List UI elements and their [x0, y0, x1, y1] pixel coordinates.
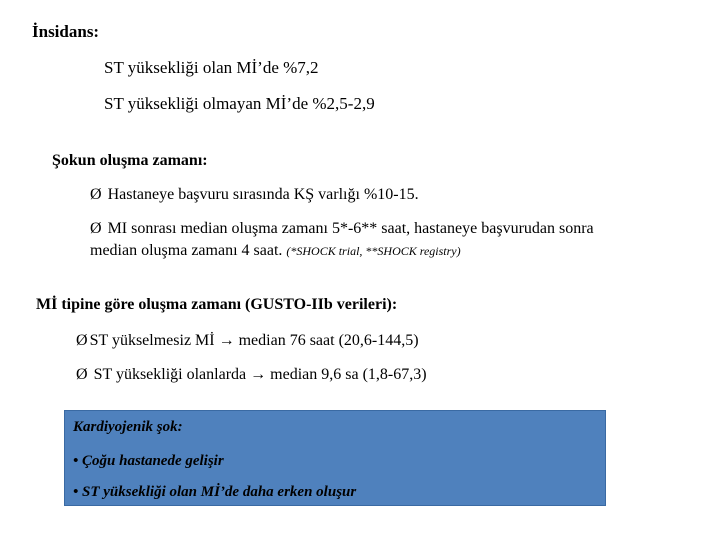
bullet-arrow-icon: Ø — [90, 186, 102, 203]
shock-time-item-2-text-line2: median oluşma zamanı 4 saat. — [90, 242, 283, 259]
incidence-line-st-elevation: ST yüksekliği olan Mİ’de %7,2 — [104, 58, 319, 77]
gusto-item-2 — [76, 366, 427, 384]
shock-time-item-2-text: MI sonrası median oluşma zamanı 5*-6** saat, hastaneye başvurudan sonra — [107, 220, 594, 237]
shock-time-item-2-continued — [90, 242, 461, 260]
shock-time-item-2 — [90, 220, 594, 238]
callout-bullet-1: • Çoğu hastanede gelişir — [73, 453, 224, 469]
callout-title: Kardiyojenik şok: — [73, 419, 183, 435]
right-arrow-icon: → — [218, 332, 235, 349]
gusto-heading: Mİ tipine göre oluşma zamanı (GUSTO-IIb verileri): — [36, 296, 398, 313]
shock-time-item-1-text: Hastaneye başvuru sırasında KŞ varlığı %10-15. — [107, 186, 419, 203]
cardiogenic-shock-callout — [64, 410, 606, 506]
bullet-arrow-icon: Ø — [90, 220, 102, 237]
incidence-heading: İnsidans: — [32, 22, 100, 41]
bullet-arrow-icon: Ø — [76, 366, 88, 383]
gusto-item-2-prefix: ST yüksekliği olanlarda — [93, 366, 247, 383]
gusto-item-1-suffix: median 76 saat (20,6-144,5) — [238, 332, 419, 349]
right-arrow-icon: → — [250, 366, 267, 383]
shock-time-heading: Şokun oluşma zamanı: — [52, 152, 208, 169]
callout-bullet-2: • ST yüksekliği olan Mİ’de daha erken oluşur — [73, 484, 357, 500]
gusto-item-1 — [76, 332, 419, 350]
incidence-line-non-st: ST yüksekliği olmayan Mİ’de %2,5-2,9 — [104, 94, 375, 113]
shock-time-item-1 — [90, 186, 419, 204]
gusto-item-2-suffix: median 9,6 sa (1,8-67,3) — [270, 366, 427, 383]
gusto-item-1-prefix: ST yükselmesiz Mİ — [89, 332, 215, 349]
shock-time-source-note: (*SHOCK trial, **SHOCK registry) — [286, 244, 461, 258]
bullet-arrow-icon: Ø — [76, 332, 88, 349]
